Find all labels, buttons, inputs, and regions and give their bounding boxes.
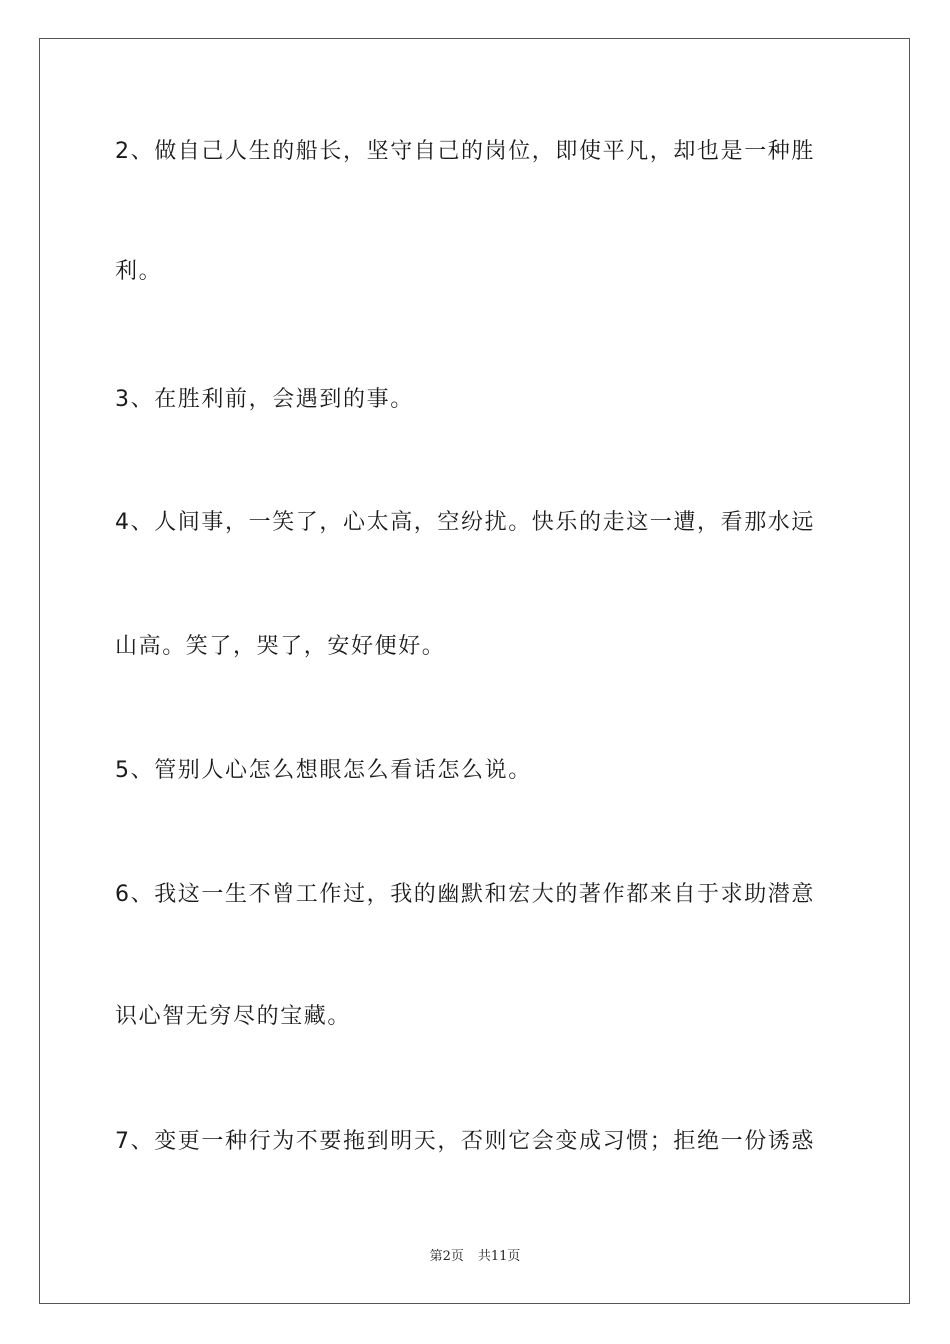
page-total: 共11页 (477, 1249, 521, 1264)
body-text-line: 5、管别人心怎么想眼怎么看话怎么说。 (115, 758, 532, 783)
page-border (39, 38, 910, 1304)
body-text-line: 3、在胜利前，会遇到的事。 (115, 387, 414, 412)
body-text-line: 7、变更一种行为不要拖到明天，否则它会变成习惯；拒绝一份诱惑 (115, 1129, 815, 1154)
page-number: 第2页 (429, 1249, 464, 1264)
page-footer (0, 1248, 950, 1266)
body-text-line: 识心智无穷尽的宝藏。 (115, 1004, 352, 1029)
body-text-line: 利。 (115, 259, 163, 284)
body-text-line: 山高。笑了，哭了，安好便好。 (115, 634, 446, 659)
body-text-line: 6、我这一生不曾工作过，我的幽默和宏大的著作都来自于求助潜意 (115, 882, 815, 907)
body-text-line: 2、做自己人生的船长，坚守自己的岗位，即使平凡，却也是一种胜 (115, 139, 815, 164)
body-text-line: 4、人间事，一笑了，心太高，空纷扰。快乐的走这一遭，看那水远 (115, 510, 815, 535)
